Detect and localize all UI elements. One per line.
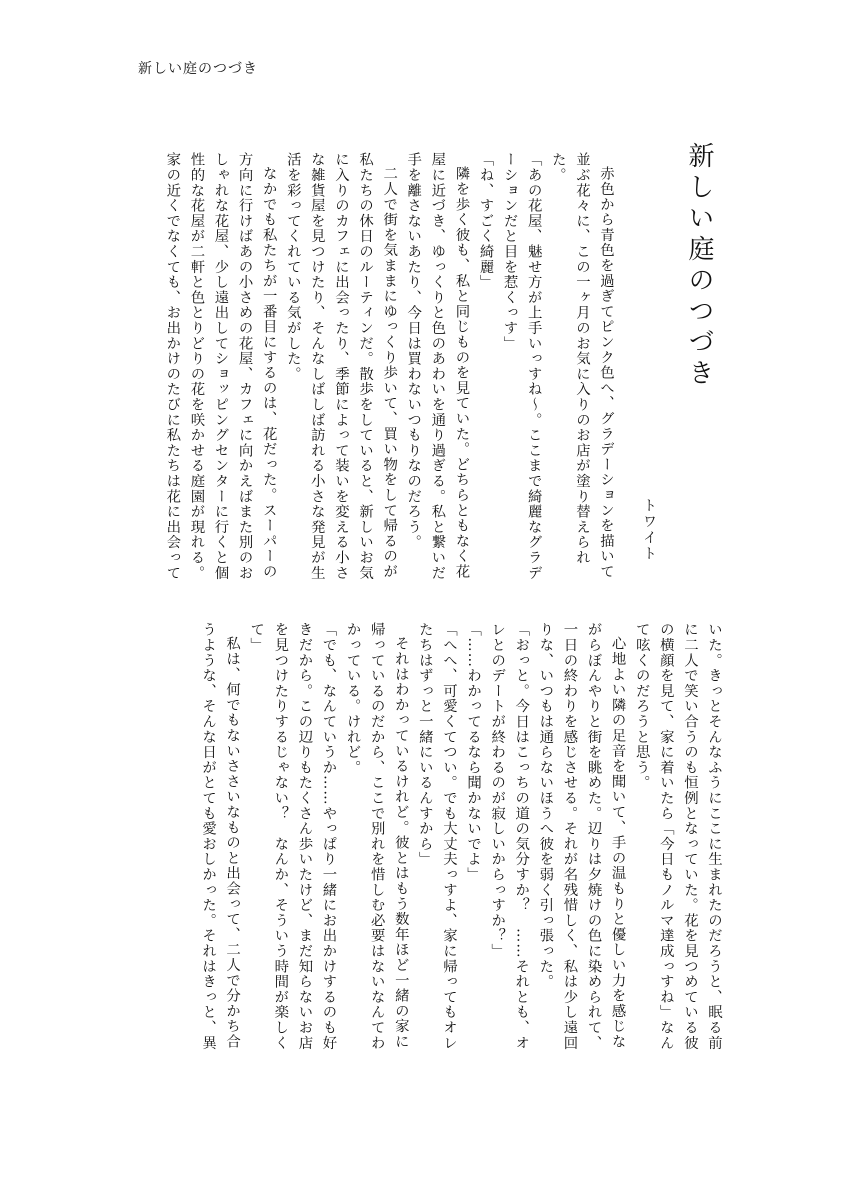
dialogue-line: 「へへ、可愛くてつい。でも大丈夫っすよ、家に帰ってもオレたちはずっと一緒にいるんすから」: [416, 622, 457, 1051]
paragraph: 二人で街を気ままにゆっくり歩いて、買い物をして帰るのが私たちの休日のルーティンだ。散歩をしていると、新しいお気に入りのカフェに出会ったり、季節によって装いを変える小さな雑貨屋を見つけたり、そんなしばしば訪れる小さな発見が生活を彩ってくれている気がした。: [284, 152, 398, 581]
body-text-lower: [130, 622, 726, 1059]
dialogue-line: 「……わかってるなら聞かないでよ」: [465, 622, 482, 883]
paragraph: 隣を歩く彼も、私と同じものを見ていた。どちらともなく花屋に近づき、ゆっくりと色のあわいを通り過ぎる。私と繋いだ手を離さないあたり、今日は買わないつもりなのだろう。: [405, 152, 470, 581]
dialogue-line: 「でも、なんていうか……やっぱり一緒にお出かけするのも好きだから。この辺りもたくさん歩いたけど、まだ知らないお店を見つけたりするじゃない？ なんか、そういう時間が楽しくて」: [248, 622, 337, 1051]
body-text-upper: [130, 152, 618, 589]
paragraph: 私は、何でもないささいなものと出会って、二人で分かち合うような、そんな日がとても愛おしかった。それはきっと、異: [200, 622, 241, 1051]
paragraph: 心地よい隣の足音を聞いて、手の温もりと優しい力を感じながらぼんやりと街を眺めた。辺りは夕焼けの色に染められて、一日の終わりを感じさせる。それが名残惜しく、私は少し遠回りな、いつもは通らないほうへ彼を弱く引っ張った。: [537, 622, 626, 1051]
dialogue-line: 「あの花屋、魅せ方が上手いっすね〜。ここまで綺麗なグラデーションだと目を惹くっす」: [501, 152, 542, 581]
paragraph: 赤色から青色を過ぎてピンク色へ、グラデーションを描いて並ぶ花々に、この一ヶ月のお気に入りのお店が塗り替えられた。: [549, 152, 614, 580]
paragraph: いた。きっとそんなふうにここに生まれたのだろうと、眠る前に二人で笑い合うのも恒例となっていた。花を見つめている彼の横顔を見て、家に着いたら「今日もノルマ達成っすね」なんて呟くのだろうと思う。: [633, 622, 722, 1051]
paragraph: それはわかっているけれど。彼とはもう数年ほど一緒の家に帰っているのだから、ここで別れを惜しむ必要はないなんてわかっている。けれど。: [344, 622, 409, 1051]
dialogue-line: 「おっと。今日はこっちの道の気分すか？ ……それとも、オレとのデートが終わるのが寂しいからっすか？」: [489, 622, 530, 1051]
paragraph: なかでも私たちが一番目にするのは、花だった。スーパーの方向に行けばあの小さめの花屋、カフェに向かえばまた別のおしゃれな花屋、少し遠出してショッピングセンターに行くと個性的な花屋が二軒と色とりどりの花を咲かせる庭園が現れる。家の近くでなくても、お出かけのたびに私たちは花に出会って: [164, 152, 277, 581]
author-name: トワイト: [641, 498, 657, 562]
running-head: 新しい庭のつづき: [138, 61, 258, 77]
story-title: 新しい庭のつづき: [684, 142, 714, 390]
dialogue-line: 「ね、すごく綺麗」: [477, 152, 494, 290]
